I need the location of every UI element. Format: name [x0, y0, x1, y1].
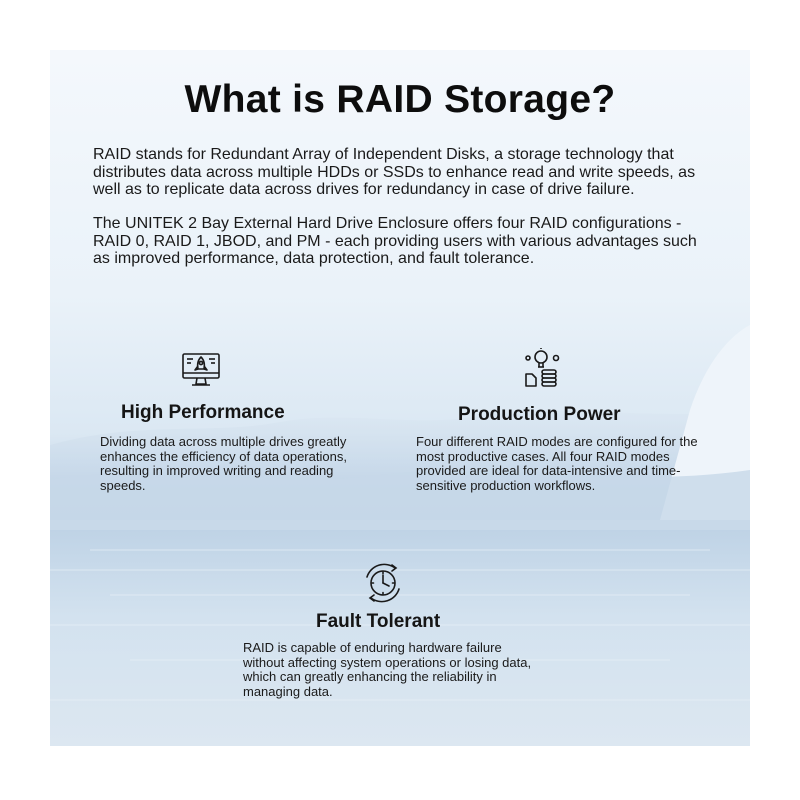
lightbulb-coins-icon	[523, 348, 563, 390]
feature-description: Dividing data across multiple drives greatly enhances the efficiency of data operations, resulting in improved writing and reading speeds.	[100, 434, 347, 493]
feature-description: RAID is capable of enduring hardware failure without affecting system operations or losing data, which can greatly enhancing the reliability in managing data.	[243, 640, 532, 699]
feature-description: Four different RAID modes are configured for the most productive cases. All four RAID modes provided are ideal for data-intensive and time-sensitive production workflows.	[416, 434, 698, 493]
info-panel	[50, 50, 750, 746]
feature-title: Fault Tolerant	[316, 611, 441, 632]
rocket-monitor-icon	[181, 352, 221, 388]
intro-paragraph: RAID stands for Redundant Array of Independent Disks, a storage technology that distributes data across multiple HDDs or SSDs to enhance read and write speeds, as well as to replicate data across drives for redundancy in case of drive failure.	[93, 146, 696, 198]
feature-title: High Performance	[121, 402, 285, 423]
page-title: What is RAID Storage?	[184, 78, 616, 121]
clock-cycle-icon	[361, 561, 405, 605]
feature-title: Production Power	[458, 404, 621, 425]
intro-paragraph: The UNITEK 2 Bay External Hard Drive Enclosure offers four RAID configurations - RAID 0, RAID 1, JBOD, and PM - each providing users with various advantages such as improved performance, data protection, and fault tolerance.	[93, 215, 697, 267]
